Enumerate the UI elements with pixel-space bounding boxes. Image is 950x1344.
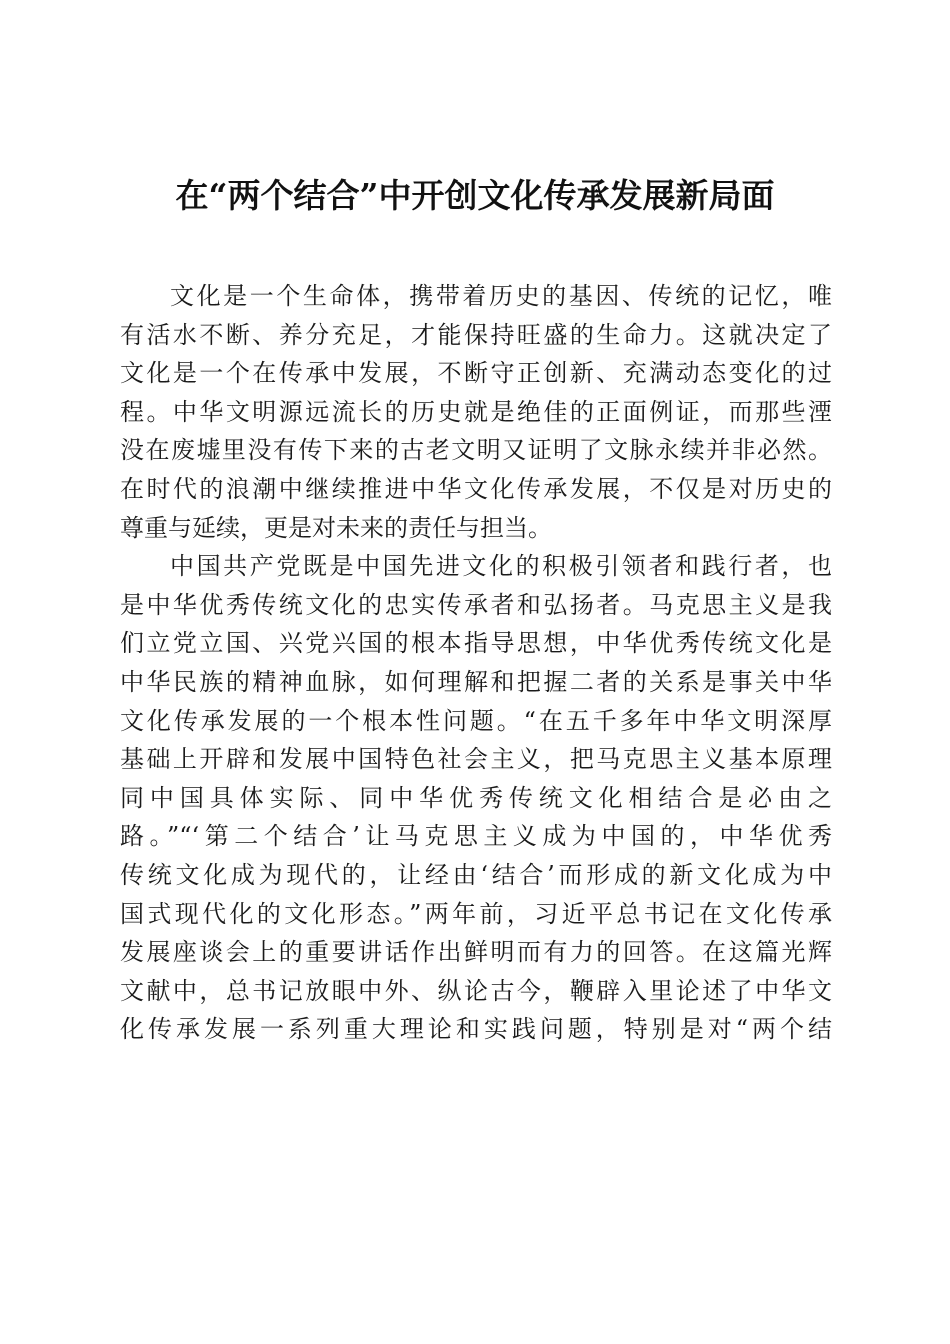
text-line: 国式现代化的文化形态。”两年前，习近平总书记在文化传承 bbox=[120, 899, 832, 928]
text-line: 在时代的浪潮中继续推进中华文化传承发展，不仅是对历史的 bbox=[120, 474, 832, 503]
text-line: 文献中，总书记放眼中外、纵论古今，鞭辟入里论述了中华文 bbox=[120, 976, 832, 1005]
paragraph-2 bbox=[120, 547, 832, 1049]
text-line: 尊重与延续，更是对未来的责任与担当。 bbox=[120, 513, 552, 542]
text-line: 文化传承发展的一个根本性问题。“在五千多年中华文明深厚 bbox=[120, 706, 832, 735]
text-line: 路。”“‘第二个结合’让马克思主义成为中国的，中华优秀 bbox=[120, 822, 832, 851]
text-line: 中国共产党既是中国先进文化的积极引领者和践行者，也 bbox=[170, 552, 832, 581]
text-line: 化传承发展一系列重大理论和实践问题，特别是对“两个结 bbox=[120, 1015, 832, 1044]
text-line: 同中国具体实际、同中华优秀传统文化相结合是必由之 bbox=[120, 783, 832, 812]
text-line: 中华民族的精神血脉，如何理解和把握二者的关系是事关中华 bbox=[120, 667, 832, 696]
text-line: 传统文化成为现代的，让经由‘结合’而形成的新文化成为中 bbox=[120, 860, 832, 889]
text-line: 发展座谈会上的重要讲话作出鲜明而有力的回答。在这篇光辉 bbox=[120, 938, 832, 967]
text-line: 程。中华文明源远流长的历史就是绝佳的正面例证，而那些湮 bbox=[120, 397, 832, 426]
text-line: 文化是一个在传承中发展，不断守正创新、充满动态变化的过 bbox=[120, 359, 832, 388]
paragraph-1 bbox=[120, 277, 832, 547]
body-text bbox=[120, 277, 832, 1049]
text-line: 没在废墟里没有传下来的古老文明又证明了文脉永续并非必然。 bbox=[120, 436, 832, 465]
text-line: 基础上开辟和发展中国特色社会主义，把马克思主义基本原理 bbox=[120, 745, 832, 774]
page-title: 在“两个结合”中开创文化传承发展新局面 bbox=[175, 176, 775, 215]
text-line: 文化是一个生命体，携带着历史的基因、传统的记忆，唯 bbox=[170, 282, 832, 310]
text-line: 是中华优秀传统文化的忠实传承者和弘扬者。马克思主义是我 bbox=[120, 590, 832, 619]
text-line: 们立党立国、兴党兴国的根本指导思想，中华优秀传统文化是 bbox=[120, 629, 832, 658]
text-line: 有活水不断、养分充足，才能保持旺盛的生命力。这就决定了 bbox=[120, 320, 832, 349]
